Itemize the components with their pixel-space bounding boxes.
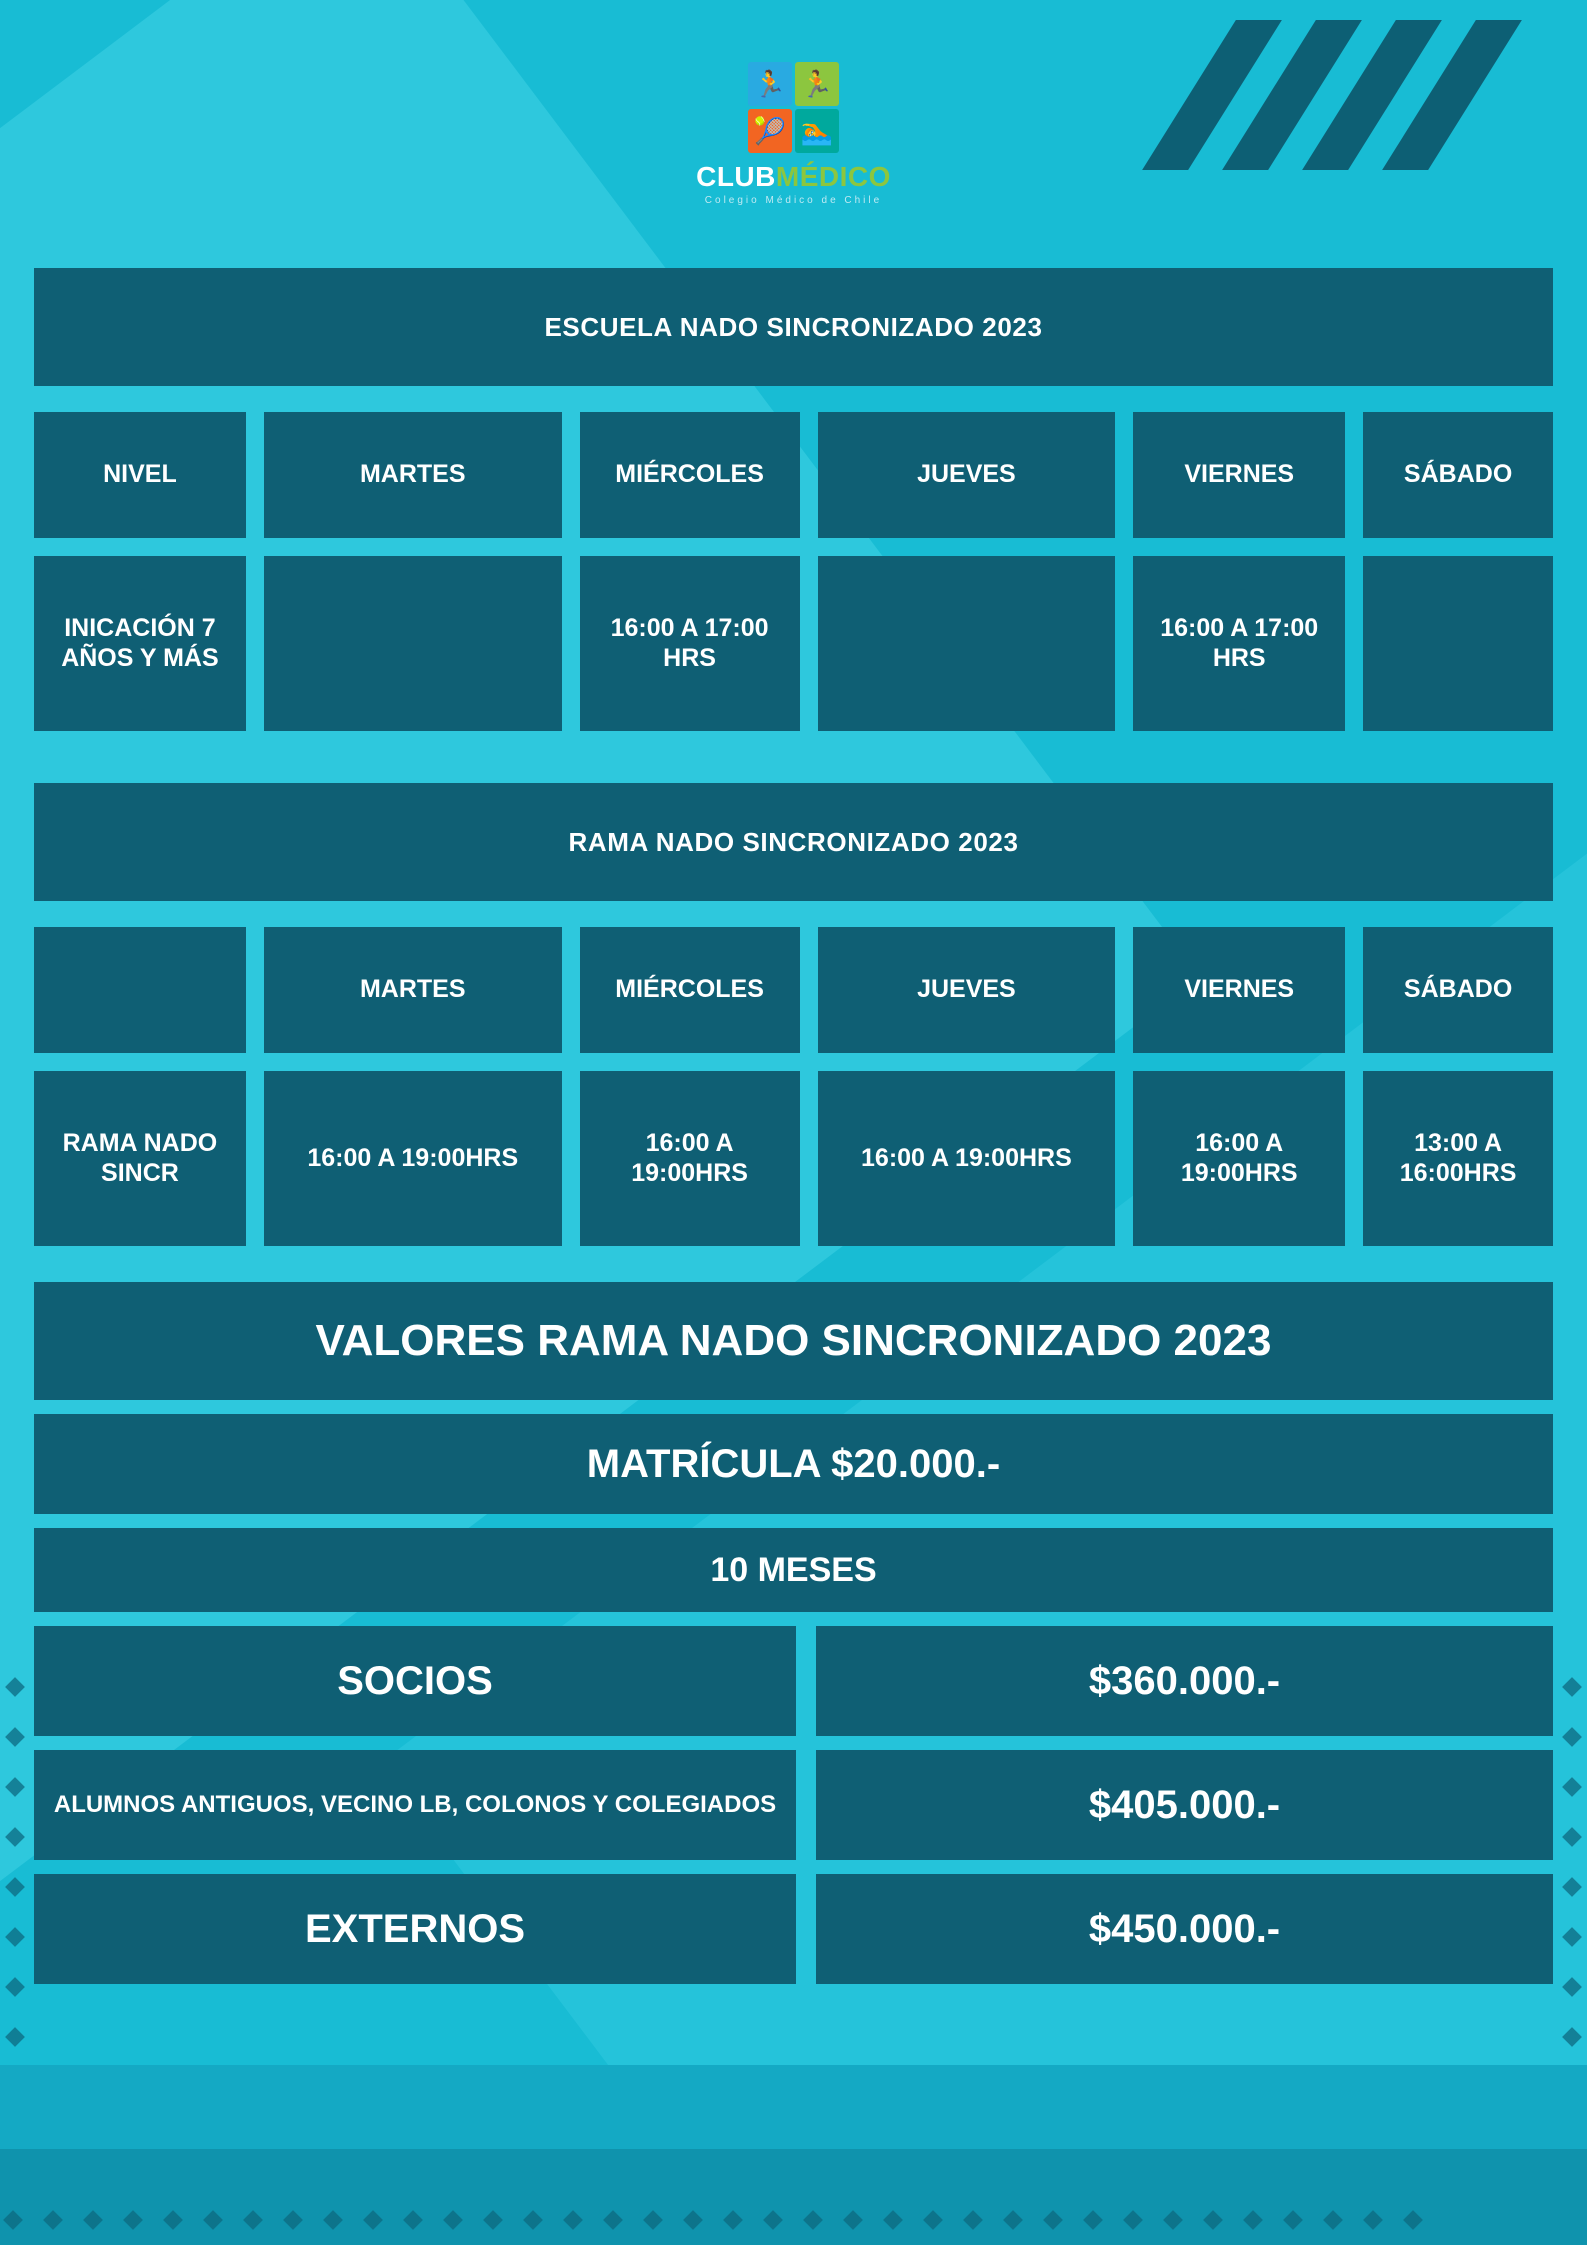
- rama-cell-nivel: RAMA NADO SINCR: [34, 1071, 246, 1246]
- escuela-header-martes: MARTES: [264, 412, 562, 538]
- logo-subtitle: Colegio Médico de Chile: [704, 195, 883, 206]
- rama-header-jueves: JUEVES: [818, 927, 1116, 1053]
- swimmer-icon: 🏊: [795, 109, 839, 153]
- price-value-externos: $450.000.-: [816, 1874, 1553, 1984]
- rama-title-band: RAMA NADO SINCRONIZADO 2023: [34, 783, 1553, 901]
- logo-word-medico: MÉDICO: [775, 161, 891, 192]
- valores-periodo: 10 MESES: [34, 1528, 1553, 1612]
- rama-header-miercoles: MIÉRCOLES: [580, 927, 800, 1053]
- section-spacer-2: [34, 1264, 1553, 1282]
- price-value-socios: $360.000.-: [816, 1626, 1553, 1736]
- rama-cell-jueves: 16:00 A 19:00HRS: [818, 1071, 1116, 1246]
- price-row-externos: [34, 1874, 1553, 1984]
- rama-cell-sabado: 13:00 A 16:00HRS: [1363, 1071, 1553, 1246]
- escuela-cell-viernes: 16:00 A 17:00 HRS: [1133, 556, 1345, 731]
- rama-header-nivel: [34, 927, 246, 1053]
- escuela-header-sabado: SÁBADO: [1363, 412, 1553, 538]
- logo-tiles: [748, 62, 839, 153]
- valores-matricula: MATRÍCULA $20.000.-: [34, 1414, 1553, 1514]
- escuela-cell-miercoles: 16:00 A 17:00 HRS: [580, 556, 800, 731]
- escuela-header-nivel: NIVEL: [34, 412, 246, 538]
- rama-cell-martes: 16:00 A 19:00HRS: [264, 1071, 562, 1246]
- escuela-table-row: [34, 556, 1553, 731]
- escuela-header-viernes: VIERNES: [1133, 412, 1345, 538]
- price-row-alumnos: [34, 1750, 1553, 1860]
- escuela-cell-nivel: INICACIÓN 7 AÑOS Y MÁS: [34, 556, 246, 731]
- escuela-header-jueves: JUEVES: [818, 412, 1116, 538]
- price-label-externos: EXTERNOS: [34, 1874, 796, 1984]
- escuela-cell-sabado: [1363, 556, 1553, 731]
- rama-table-row: [34, 1071, 1553, 1246]
- valores-title: VALORES RAMA NADO SINCRONIZADO 2023: [34, 1282, 1553, 1400]
- rama-header-sabado: SÁBADO: [1363, 927, 1553, 1053]
- brand-logo: [0, 62, 1587, 206]
- runner-icon: 🏃: [795, 62, 839, 106]
- escuela-header-miercoles: MIÉRCOLES: [580, 412, 800, 538]
- logo-wordmark: [0, 161, 1587, 193]
- section-spacer: [34, 749, 1553, 783]
- escuela-cell-jueves: [818, 556, 1116, 731]
- price-label-alumnos: ALUMNOS ANTIGUOS, VECINO LB, COLONOS Y COLEGIADOS: [34, 1750, 796, 1860]
- price-row-socios: [34, 1626, 1553, 1736]
- escuela-cell-martes: [264, 556, 562, 731]
- rama-header-row: [34, 927, 1553, 1053]
- rama-cell-miercoles: 16:00 A 19:00HRS: [580, 1071, 800, 1246]
- diamond-dots-bottom: [0, 2085, 1587, 2245]
- escuela-header-row: [34, 412, 1553, 538]
- tennis-icon: 🎾: [748, 109, 792, 153]
- athlete-icon: 🏃: [748, 62, 792, 106]
- logo-word-club: CLUB: [696, 161, 776, 192]
- price-value-alumnos: $405.000.-: [816, 1750, 1553, 1860]
- rama-cell-viernes: 16:00 A 19:00HRS: [1133, 1071, 1345, 1246]
- rama-header-martes: MARTES: [264, 927, 562, 1053]
- rama-header-viernes: VIERNES: [1133, 927, 1345, 1053]
- price-label-socios: SOCIOS: [34, 1626, 796, 1736]
- escuela-title-band: ESCUELA NADO SINCRONIZADO 2023: [34, 268, 1553, 386]
